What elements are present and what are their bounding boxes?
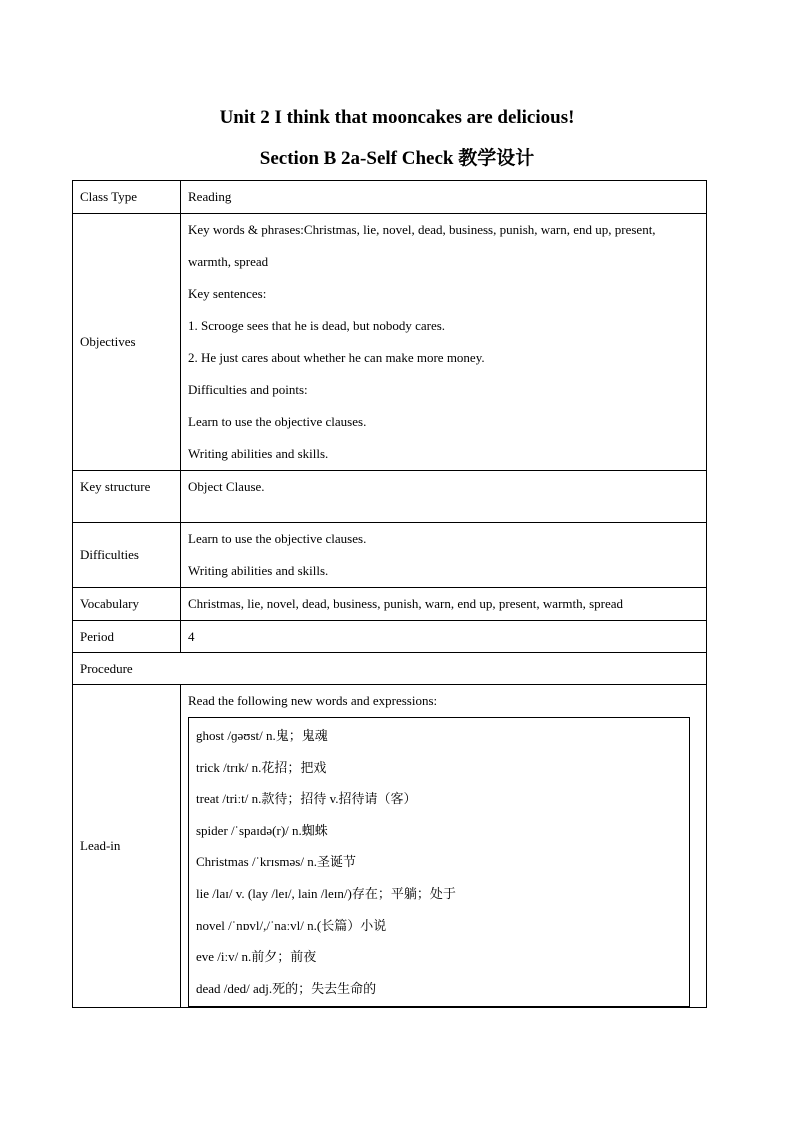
vocab-item: treat /triːt/ n.款待；招待 v.招待请（客） [196,791,417,807]
objective-line: warmth, spread [188,254,269,269]
row-label: Vocabulary [73,588,181,621]
objective-line: Difficulties and points: [188,382,308,397]
row-value: Reading [181,181,707,214]
lead-in-content [181,685,707,1008]
procedure-heading: Procedure [73,653,707,685]
difficulty-line: Learn to use the objective clauses. [188,531,367,546]
row-label: Class Type [73,181,181,214]
row-label [73,471,181,523]
table-row-key-structure [73,471,707,523]
objective-line: Key words & phrases:Christmas, lie, novel, dead, business, punish, warn, end up, present, [188,222,656,237]
vocab-item: novel /ˈnɒvl/,/ˈnaːvl/ n.(长篇）小说 [196,917,387,933]
vocab-item: spider /ˈspaɪdə(r)/ n.蜘蛛 [196,822,328,838]
row-label: Objectives [73,214,181,471]
row-label: Period [73,621,181,653]
table-row-lead-in [73,685,707,1008]
row-label: Difficulties [73,523,181,588]
objective-line: 1. Scrooge sees that he is dead, but nobody cares. [188,318,446,333]
objectives-content [181,214,707,471]
vocab-item: eve /iːv/ n.前夕；前夜 [196,949,317,965]
row-value: 4 [181,621,707,653]
objective-line: Key sentences: [188,286,267,301]
vocab-item: dead /ded/ adj.死的；失去生命的 [196,980,377,996]
vocab-item: lie /laɪ/ v. (lay /leɪ/, lain /leɪn/)存在；平躺；处于 [196,885,456,901]
vocabulary-box [188,717,690,1007]
objective-line: Writing abilities and skills. [188,446,329,461]
objective-line: 2. He just cares about whether he can make more money. [188,350,485,365]
table-row-class-type [73,181,707,214]
vocab-item: Christmas /ˈkrɪsməs/ n.圣诞节 [196,854,356,870]
vocab-item: ghost /ɡəʊst/ n.鬼；鬼魂 [196,728,328,743]
table-row-procedure [73,653,707,685]
key-structure-label: Key structure [80,479,151,494]
table-row-difficulties [73,523,707,588]
lead-in-intro: Read the following new words and expressions: [188,693,438,708]
difficulty-line: Writing abilities and skills. [188,563,329,578]
key-structure-value: Object Clause. [188,479,265,494]
row-label: Lead-in [73,685,181,1008]
row-value [181,471,707,523]
row-value: Christmas, lie, novel, dead, business, punish, warn, end up, present, warmth, spread [181,588,707,621]
document-subtitle: Section B 2a-Self Check 教学设计 [259,148,535,169]
document-title: Unit 2 I think that mooncakes are delicious! [219,107,575,128]
vocab-item: trick /trɪk/ n.花招；把戏 [196,759,327,775]
difficulties-content [181,523,707,588]
table-row-period [73,621,707,653]
objective-line: Learn to use the objective clauses. [188,414,367,429]
table-row-objectives [73,214,707,471]
table-row-vocabulary [73,588,707,621]
lesson-plan-table [72,180,707,1008]
